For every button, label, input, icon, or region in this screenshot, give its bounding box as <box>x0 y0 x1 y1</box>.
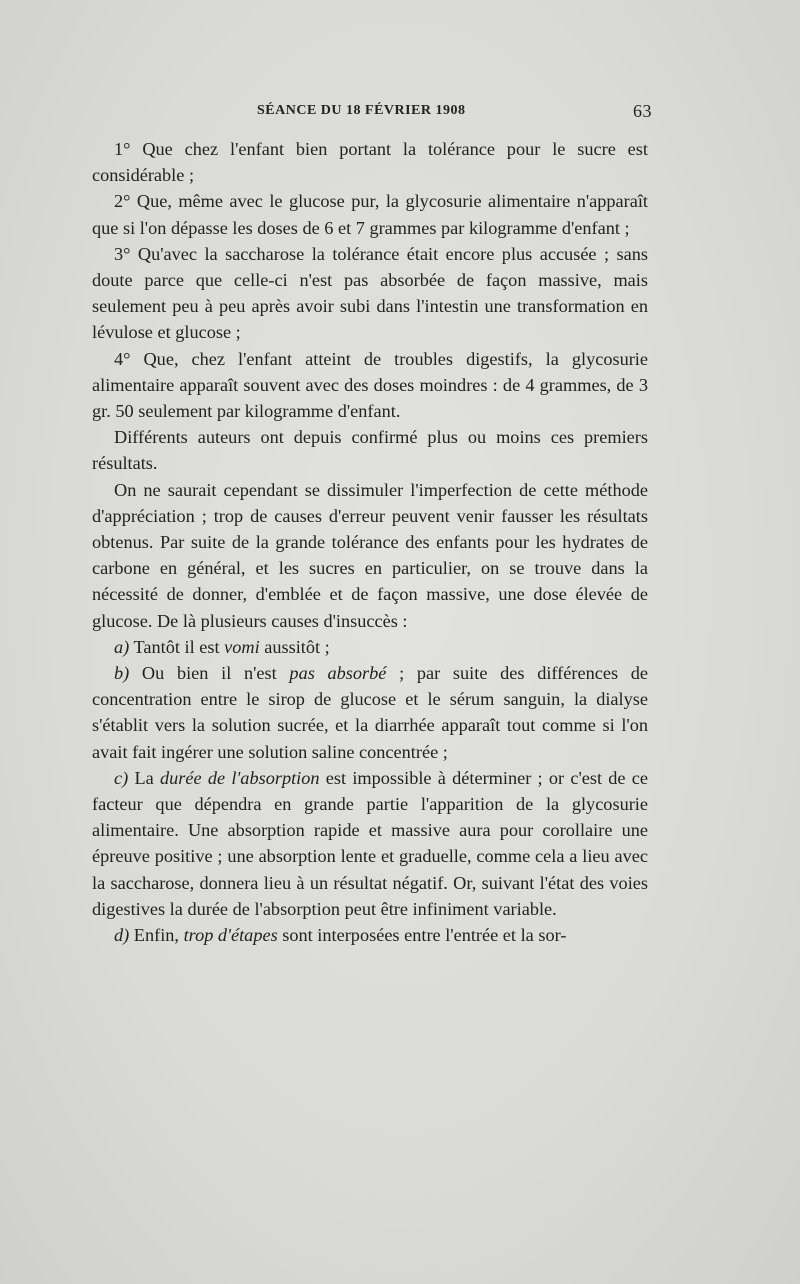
item-text-after: sont interposées entre l'entrée et la sor- <box>277 925 567 946</box>
paragraph-text: Différents auteurs ont depuis confirmé plus ou moins ces premiers résultats. <box>92 427 648 474</box>
item-text-after: est impossible à déterminer ; or c'est de ce facteur que dépendra en grande partie l'apparition de la glycosurie alimentaire. Une absorption rapide et massive aura pour corollaire une épreuve positive ; une absorption lente et graduelle, comme cela a lieu avec la saccharose, donnera lieu à un résultat négatif. Or, suivant l'état des voies digestives la durée de l'absorption peut être infiniment variable. <box>92 767 648 919</box>
item-emphasis: vomi <box>224 636 260 657</box>
paragraph-text: 2° Que, même avec le glucose pur, la glycosurie alimentaire n'apparaît que si l'on dépasse les doses de 6 et 7 grammes par kilogramme d'enfant ; <box>92 191 648 238</box>
item-text-before: Ou bien il n'est <box>129 663 290 684</box>
item-text-before: Tantôt il est <box>129 636 225 657</box>
paragraph-text: 1° Que chez l'enfant bien portant la tolérance pour le sucre est considérable ; <box>92 139 648 186</box>
header-title: SÉANCE DU 18 FÉVRIER 1908 <box>257 103 466 118</box>
paragraph-text: 3° Qu'avec la saccharose la tolérance était encore plus accusée ; sans doute parce que celle-ci n'est pas absorbée de façon massive, mais seulement peu à peu après avoir subi dans l'intestin une transformation en lévulose et glucose ; <box>92 243 648 343</box>
item-label: c) <box>114 767 129 788</box>
item-emphasis: pas absorbé <box>289 663 387 684</box>
paragraph-text: 4° Que, chez l'enfant atteint de troubles digestifs, la glycosurie alimentaire apparaît souvent avec des doses moindres : de 4 grammes, de 3 gr. 50 seulement par kilogramme d'enfant. <box>92 348 648 422</box>
paragraph-2 <box>92 188 648 240</box>
paragraph-1 <box>92 136 648 188</box>
item-text-before: La <box>128 767 160 788</box>
paragraph-5 <box>92 424 648 476</box>
item-label: a) <box>114 636 130 657</box>
item-text-before: Enfin, <box>129 925 184 946</box>
item-emphasis: trop d'étapes <box>183 925 278 946</box>
item-text-after: ; par suite des différences de concentration entre le sirop de glucose et le sérum sanguin, la dialyse s'établit vers la solution sucrée, et la diarrhée apparaît tout comme si l'on avait fait ingérer une solution saline concentrée ; <box>92 663 649 762</box>
list-item-b <box>92 660 648 765</box>
body-text <box>92 136 648 948</box>
running-header <box>92 103 652 127</box>
list-item-c <box>92 765 648 922</box>
paragraph-6 <box>92 477 648 634</box>
item-emphasis: durée de l'absorption <box>159 767 320 788</box>
item-text-after: aussitôt ; <box>259 636 330 657</box>
list-item-d <box>92 922 648 948</box>
paragraph-text: On ne saurait cependant se dissimuler l'imperfection de cette méthode d'appréciation ; trop de causes d'erreur peuvent venir fausser les résultats obtenus. Par suite de la grande tolérance des enfants pour les hydrates de carbone en général, et les sucres en particulier, on se trouve dans la nécessité de donner, d'emblée et de façon massive, une dose élevée de glucose. De là plusieurs causes d'insuccès : <box>92 479 648 631</box>
paragraph-3 <box>92 241 648 346</box>
paragraph-4 <box>92 346 648 425</box>
list-item-a <box>92 634 648 660</box>
page-number: 63 <box>633 101 652 121</box>
item-label: b) <box>114 663 130 684</box>
item-label: d) <box>114 925 130 946</box>
